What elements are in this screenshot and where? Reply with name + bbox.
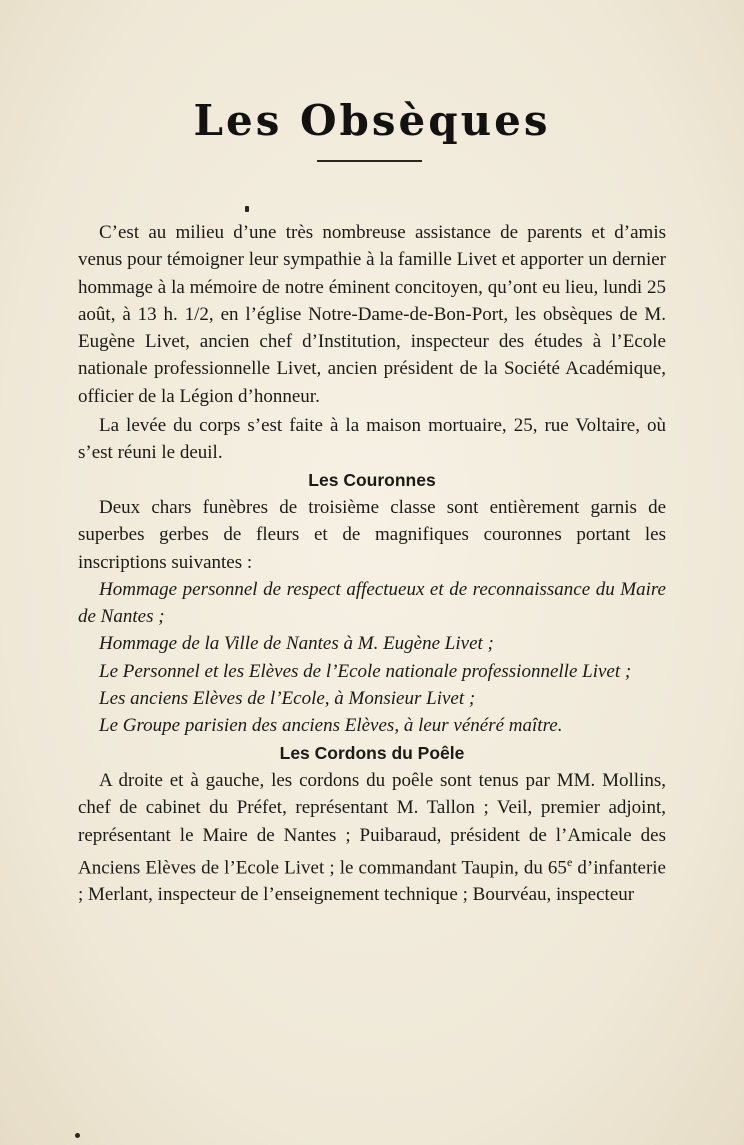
inscription-item: Hommage personnel de respect affectueux et de reconnaissance du Maire de Nantes ; bbox=[78, 578, 666, 628]
inscription-item: Le Personnel et les Elèves de l’Ecole nationale professionnelle Livet ; bbox=[99, 660, 632, 682]
title-rule bbox=[317, 160, 422, 162]
section-heading-cordons: Les Cordons du Poêle bbox=[279, 742, 465, 763]
cordons-text-part2: d’infanterie ; Merlant, inspecteur de l’enseignement technique ; Bourvéau, inspecteur bbox=[78, 857, 666, 906]
article-body bbox=[78, 219, 666, 909]
cordons-paragraph bbox=[78, 767, 666, 909]
ink-mark bbox=[75, 1133, 80, 1138]
intro-paragraph-1: C’est au milieu d’une très nombreuse assistance de parents et d’amis venus pour témoigner leur sympathie à la famille Livet et apporter un dernier hommage à la mémoire de notre éminent concitoyen, qu’ont eu lieu, lundi 25 août, à 13 h. 1/2, en l’église Notre-Dame-de-Bon-Port, les obsèques de M. Eugène Livet, ancien chef d’Institution, inspecteur des études à l’Ecole nationale professionnelle Livet, ancien président de la Société Académique, officier de la Légion d’honneur. bbox=[78, 222, 666, 407]
inscription-item: Hommage de la Ville de Nantes à M. Eugène Livet ; bbox=[99, 633, 494, 655]
ink-mark bbox=[245, 206, 249, 212]
cordons-text-part1: A droite et à gauche, les cordons du poêle sont tenus par MM. Mollins, chef de cabinet du Préfet, représentant M. Tallon ; Veil, premier adjoint, représentant le Maire de Nantes ; Puibaraud, président de l’Amicale des Anciens Elèves de l’Ecole Livet ; le commandant Taupin, du 65 bbox=[78, 769, 666, 879]
couronnes-paragraph: Deux chars funèbres de troisième classe sont entièrement garnis de superbes gerbes de fleurs et de magnifiques couronnes portant les inscriptions suivantes : bbox=[78, 496, 666, 573]
section-heading-couronnes: Les Couronnes bbox=[308, 469, 436, 490]
ordinal-superscript: e bbox=[566, 854, 573, 869]
page-title: Les Obsèques bbox=[193, 96, 551, 145]
intro-paragraph-2: La levée du corps s’est faite à la maison mortuaire, 25, rue Voltaire, où s’est réuni le deuil. bbox=[78, 415, 666, 464]
inscription-item: Le Groupe parisien des anciens Elèves, à leur vénéré maître. bbox=[99, 715, 563, 737]
inscription-item: Les anciens Elèves de l’Ecole, à Monsieur Livet ; bbox=[99, 688, 476, 710]
